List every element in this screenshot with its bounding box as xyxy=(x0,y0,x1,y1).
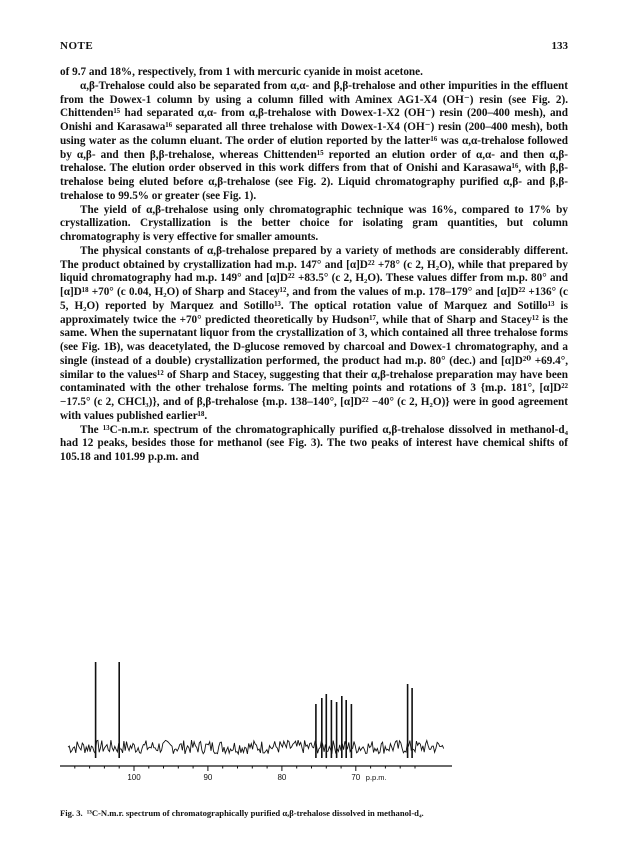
running-head-section: NOTE xyxy=(60,40,94,52)
paragraph-continuation: of 9.7 and 18%, respectively, from 1 with mercuric cyanide in moist acetone. xyxy=(60,66,423,78)
figure-caption xyxy=(60,808,568,818)
figure-caption-text: ¹³C-N.m.r. spectrum of chromatographically purified α,β-trehalose dissolved in methanol-d₄. xyxy=(86,808,424,818)
axis-tick-label: 100 xyxy=(127,773,141,782)
running-head xyxy=(60,40,568,54)
baseline-noise-trace xyxy=(68,740,444,754)
ppm-axis-labels xyxy=(127,773,360,782)
figure-caption-label: Fig. 3. xyxy=(60,808,83,818)
axis-tick-label: 70 xyxy=(351,773,361,782)
axis-tick-label: 80 xyxy=(277,773,287,782)
nmr-figure xyxy=(60,662,568,802)
ppm-unit-label: p.p.m. xyxy=(365,773,387,782)
paragraph-yield: The yield of α,β-trehalose using only chromatographic technique was 16%, compared to 17% by crystallization. Crystallization is the better choice for isolating gram quantities, but column chromatography is very effective for smaller amounts. xyxy=(60,203,568,243)
page-number: 133 xyxy=(551,40,568,52)
paragraph-separation: α,β-Trehalose could also be separated from α,α- and β,β-trehalose and other impurities in the effluent from the Dowex-1 column by using a column filled with Aminex AG1-X4 (OH⁻) resin (see Fig. 2). Chittenden¹⁵ had separated α,α- from α,β-trehalose with Dowex-1-X2 (OH⁻) resin (200–400 mesh), and Onishi and Karasawa¹⁶ separated all three trehalose with Dowex-1-X4 (OH⁻) resin (200–400 mesh), both using water as the column eluant. The order of elution reported by the latter¹⁶ was α,α-trehalose followed by α,β- and then β,β-trehalose, whereas Chittenden¹⁵ reported an elution order of α,α- and then α,β-trehalose. The elution order observed in this work differs from that of Onishi and Karasawa¹⁶, with β,β-trehalose being eluted before α,β-trehalose (see Fig. 2). Liquid chromatography purified α,β- and β,β-trehalose to 99.5% or greater (see Fig. 1). xyxy=(60,79,568,202)
article-body xyxy=(60,66,568,465)
axis-tick-label: 90 xyxy=(203,773,213,782)
paragraph-physical-constants: The physical constants of α,β-trehalose prepared by a variety of methods are considerably different. The product obtained by crystallization had m.p. 147° and [α]D²² +78° (c 2, H₂O), while that prepared by liquid chromatography had m.p. 149° and [α]D²² +83.5° (c 2, H₂O). These values differ from m.p. 80° and [α]D¹⁸ +70° (c 0.04, H₂O) of Sharp and Stacey¹², and from the values of m.p. 178–179° and [α]D²² +136° (c 5, H₂O) reported by Marquez and Sotillo¹³. The optical rotation value of Marquez and Sotillo¹³ is approximately twice the +70° predicted theoretically by Hudson¹⁷, while that of Sharp and Stacey¹² is the same. When the supernatant liquor from the crystallization of 3, which contained all three trehalose forms (see Fig. 1B), was deacetylated, the D-glucose removed by charcoal and Dowex-1 chromatography, and a single (instead of a double) crystallization performed, the product had m.p. 80° (dec.) and [α]D²⁰ +69.4°, similar to the values¹² of Sharp and Stacey, suggesting that their α,β-trehalose preparation may have been contaminated with the other trehalose forms. The melting points and rotations of 3 {m.p. 181°, [α]D²² −17.5° (c 2, CHCl₃)}, and of β,β-trehalose {m.p. 138–140°, [α]D²² −40° (c 2, H₂O)} were in good agreement with values published earlier¹⁸. xyxy=(60,244,568,422)
baseline-noise xyxy=(68,740,444,754)
nmr-spectrum-plot xyxy=(60,662,568,802)
ppm-axis-ticks xyxy=(75,766,415,771)
paragraph-nmr: The ¹³C-n.m.r. spectrum of the chromatographically purified α,β-trehalose dissolved in methanol-d₄ had 12 peaks, besides those for methanol (see Fig. 3). The two peaks of interest have chemical shifts of 105.18 and 101.99 p.p.m. and xyxy=(60,423,568,463)
